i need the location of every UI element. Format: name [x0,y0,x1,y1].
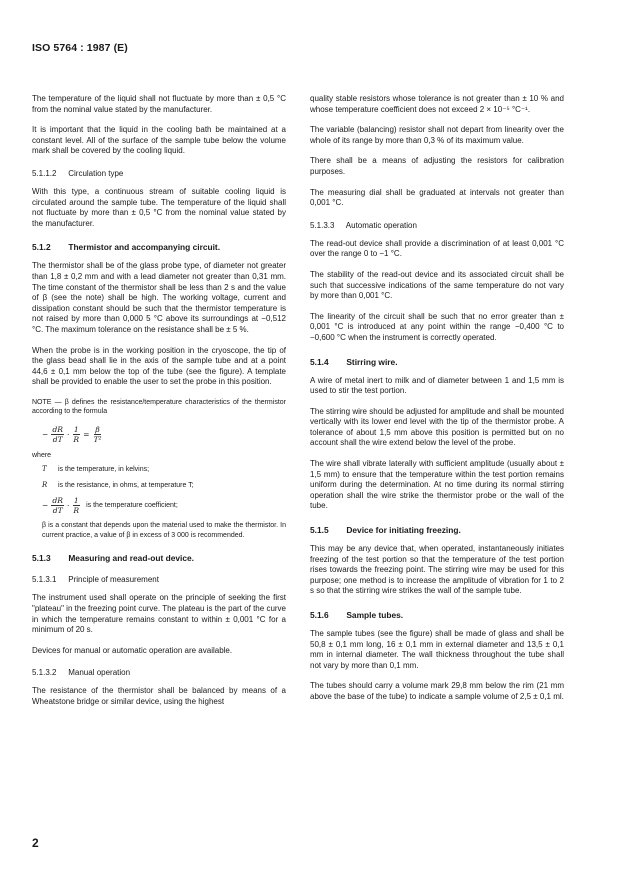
denominator: R [73,435,80,445]
right-column [310,94,564,713]
paragraph: The instrument used shall operate on the principle of seeking the first "plateau" in the freezing point curve. The plateau is the part of the curve in which the temperature remains constant to within ± 0,001 °C for a minimum of 20 s. [32,593,286,635]
paragraph: The resistance of the thermistor shall be balanced by means of a Wheatstone bridge or similar device, using the highest [32,686,286,706]
denominator: dT [52,435,63,445]
definition-text: is the resistance, in ohms, at temperature T; [58,481,194,489]
paragraph: There shall be a means of adjusting the resistors for calibration purposes. [310,156,564,176]
section-title: Automatic operation [345,220,417,230]
denominator: T² [93,435,102,445]
section-number: 5.1.1.2 [32,168,57,178]
definition-coefficient [42,496,286,515]
paragraph: quality stable resistors whose tolerance is not greater than ± 10 % and whose temperature coefficient does not exceed 2 × 10⁻⁵ °C⁻¹. [310,94,564,114]
section-heading-5-1-3-2 [32,668,286,678]
fraction-dr-dt [51,496,64,515]
where-label: where [32,452,52,460]
paragraph: The thermistor shall be of the glass probe type, of diameter not greater than 1,8 ± 0,2 mm and with a lead diameter not greater than 0,31 mm. The time constant of the thermistor shall be less than 2 s and the value of β (see the note) shall be high. The working voltage, current and dissipation constant should be such that the thermistor temperature is not raised by more than 0,000 5 °C above its surroundings at −0,512 °C. The maximum tolerance on the resistance shall be ± 5 %. [32,261,286,334]
section-number: 5.1.6 [310,610,329,620]
numerator: 1 [73,425,79,435]
section-heading-5-1-4 [310,357,564,367]
paragraph: With this type, a continuous stream of suitable cooling liquid is circulated around the sample tube. The temperature of the liquid shall not fluctuate by more than ± 0,5 °C from the nominal value stated by the manufacturer. [32,186,286,228]
document-header: ISO 5764 : 1987 (E) [32,42,128,54]
paragraph: The linearity of the circuit shall be such that no error greater than ± 0,001 °C is introduced at any point within the range −0,400 °C to −0,600 °C when the instrument is correctly operated. [310,311,564,342]
paragraph: The wire shall vibrate laterally with sufficient amplitude (usually about ± 1,5 mm) to ensure that the temperature within the test portion remains uniform during the determination. At no time during its normal stirring operation shall the wire strike the thermistor probe or the wall of the tube. [310,459,564,511]
definition-beta: β is a constant that depends upon the material used to make the thermistor. In current practice, a value of β in excess of 3 000 is recommended. [42,522,286,539]
section-heading-5-1-3 [32,553,286,563]
fraction-dr-dt [51,425,64,444]
coefficient-expression [42,496,80,515]
paragraph: When the probe is in the working position in the cryoscope, the tip of the glass bead shall lie in the axis of the sample tube and at a point 44,6 ± 0,1 mm below the top of the tube (see the figure). A template shall be provided to enable the user to set the probe in this position. [32,345,286,387]
page-number: 2 [32,836,39,850]
symbol-t: T [42,465,47,474]
section-heading-5-1-3-3 [310,221,564,231]
section-number: 5.1.5 [310,525,329,536]
section-heading-5-1-6 [310,610,564,620]
section-number: 5.1.4 [310,356,329,367]
definition-text: is the temperature, in kelvins; [58,466,150,474]
section-heading-5-1-2 [32,242,286,252]
section-number: 5.1.3.1 [32,575,57,585]
definition-text: is the temperature coefficient; [86,501,178,509]
formula-dot: · [66,430,70,440]
section-heading-5-1-5 [310,525,564,535]
section-title: Device for initiating freezing. [346,525,461,536]
definition-t [42,465,286,475]
formula-equals: = [83,430,90,440]
section-title: Circulation type [68,168,124,178]
paragraph: The variable (balancing) resistor shall not depart from linearity over the whole of its range by more than 0,3 % of its maximum value. [310,125,564,145]
numerator: dR [52,496,63,506]
section-title: Thermistor and accompanying circuit. [68,242,221,253]
thermistor-formula [42,425,286,444]
paragraph: The stability of the read-out device and its associated circuit shall be such that successive indications of the same temperature do not vary by more than 0,001 °C. [310,269,564,301]
formula-minus: − [42,500,49,510]
paragraph: A wire of metal inert to milk and of diameter between 1 and 1,5 mm is used to stir the test portion. [310,375,564,396]
note: NOTE — β defines the resistance/temperature characteristics of the thermistor according to the formula [32,398,286,416]
section-title: Sample tubes. [346,610,404,620]
section-heading-5-1-1-2 [32,169,286,179]
left-column [32,94,286,718]
numerator: β [95,425,100,435]
section-title: Stirring wire. [346,356,398,367]
formula-dot: · [66,500,70,510]
fraction-1-r [72,496,80,515]
paragraph: It is important that the liquid in the cooling bath be maintained at a constant level. All of the surface of the sample tube below the volume mark shall be covered by the cooling liquid. [32,125,286,156]
paragraph: This may be any device that, when operated, instantaneously initiates freezing of the test portion so that the temperature of the test portion rises towards the freezing point. The stirring wire may be used for this purpose; one method is to increase the amplitude of vibration for 1 to 2 s so that the stirring wire strikes the wall of the sample tube. [310,544,564,596]
section-title: Manual operation [68,668,131,678]
fraction-beta-t2 [92,425,102,444]
definition-r [42,481,286,491]
paragraph: Devices for manual or automatic operation are available. [32,645,233,655]
paragraph: The stirring wire should be adjusted for amplitude and shall be mounted vertically with its lower end level with the tip of the thermistor probe. A tolerance of about 1,5 mm above this position is permitted but on no account shall the wire extend below the level of the probe. [310,406,564,448]
formula-minus: − [42,430,49,440]
paragraph: The sample tubes (see the figure) shall be made of glass and shall be 50,8 ± 0,1 mm long, 16 ± 0,1 mm in external diameter and 13,5 ± 0,1 mm in internal diameter. The wall thickness throughout the tube shall not vary by more than 0,1 mm. [310,629,564,670]
denominator: R [73,506,80,516]
numerator: dR [52,425,63,435]
section-number: 5.1.3.2 [32,668,57,678]
section-title: Principle of measurement [68,575,159,585]
denominator: dT [52,506,63,516]
fraction-1-r [72,425,80,444]
paragraph: The tubes should carry a volume mark 29,8 mm below the rim (21 mm above the base of the tube) to indicate a sample volume of 2,5 ± 0,1 ml. [310,681,564,701]
paragraph: The measuring dial shall be graduated at intervals not greater than 0,001 °C. [310,187,564,208]
paragraph: The read-out device shall provide a discrimination of at least 0,001 °C over the range 0 to −1 °C. [310,238,564,259]
section-title: Measuring and read-out device. [68,553,194,564]
section-number: 5.1.3 [32,553,51,564]
paragraph: The temperature of the liquid shall not fluctuate by more than ± 0,5 °C from the nominal value stated by the manufacturer. [32,94,286,114]
section-number: 5.1.3.3 [310,220,335,230]
symbol-r: R [42,480,48,489]
section-heading-5-1-3-1 [32,575,286,585]
section-number: 5.1.2 [32,242,51,253]
numerator: 1 [73,496,79,506]
